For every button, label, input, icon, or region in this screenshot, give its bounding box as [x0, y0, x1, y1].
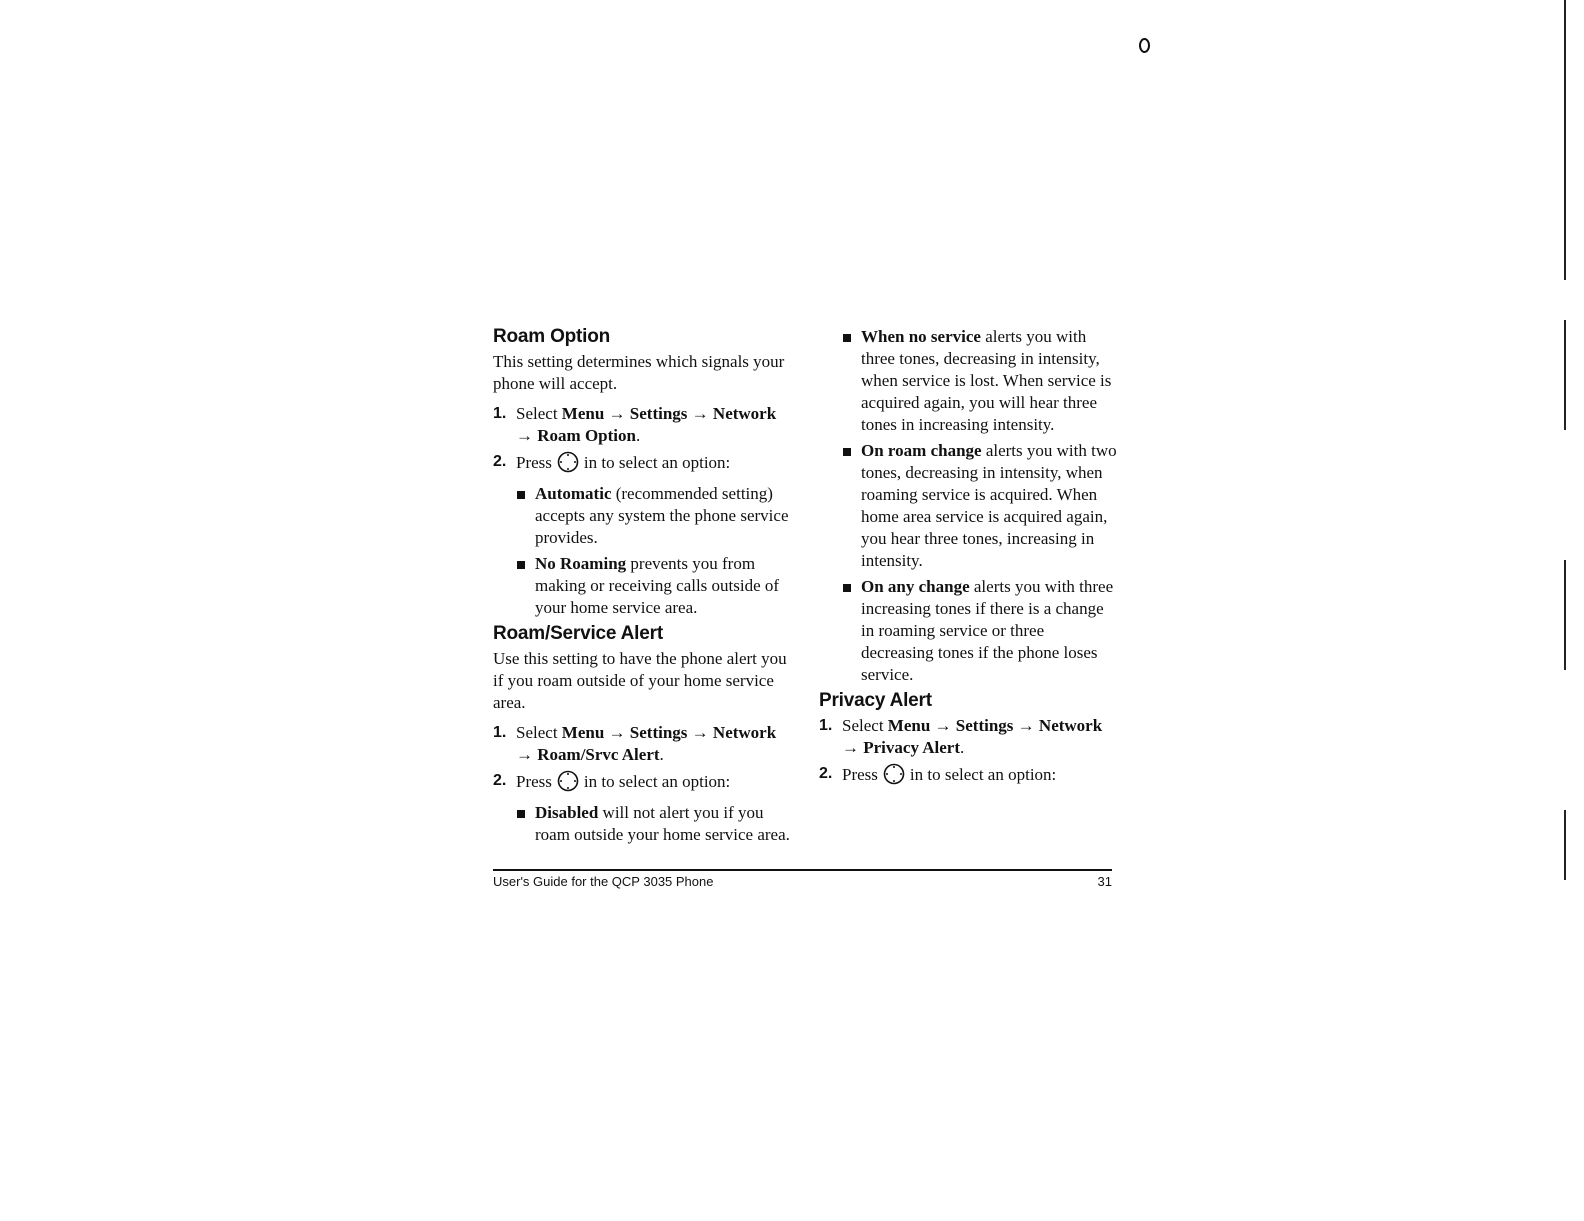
navigation-key-icon: [883, 763, 905, 791]
section-heading: Roam/Service Alert: [493, 623, 663, 644]
step-text: Press: [516, 772, 552, 791]
step-1: [493, 722, 793, 766]
footer-guide-title: User's Guide for the QCP 3035 Phone: [493, 874, 714, 889]
option-text: alerts you with three increasing tones if there is a change in roaming service or three decreasing tones if the phone loses service.: [861, 577, 1114, 684]
list-item: [535, 802, 793, 846]
step-text: .: [635, 426, 641, 445]
step-text: .: [659, 745, 664, 764]
step-text: Press: [516, 453, 552, 472]
section-heading: Privacy Alert: [819, 690, 932, 711]
step-text: Press: [842, 765, 878, 784]
menu-path-settings: Settings: [629, 404, 688, 423]
option-term: No Roaming: [535, 554, 627, 573]
list-item: [535, 553, 793, 619]
menu-path-settings: Settings: [629, 723, 688, 742]
menu-path-network: Network: [1038, 716, 1103, 735]
list-item: [861, 576, 1119, 686]
option-text: prevents you from making or receiving calls outside of your home service area.: [535, 554, 780, 617]
step-text: in to select an option:: [583, 772, 731, 791]
menu-path-network: Network: [712, 404, 777, 423]
navigation-key-icon: [557, 451, 579, 479]
arrow: →: [1013, 716, 1039, 735]
option-term: Disabled: [535, 803, 599, 822]
menu-path-network: Network: [712, 723, 777, 742]
step-1: [493, 403, 793, 447]
step-text: .: [960, 738, 965, 757]
page-number: 31: [1097, 874, 1112, 889]
scan-edge-line: [1564, 320, 1566, 430]
list-item: [861, 326, 1119, 436]
option-text: alerts you with two tones, decreasing in intensity, when roaming service is acquired. When home area service is acquired again, you hear three tones, increasing in intensity.: [861, 441, 1117, 570]
menu-path-menu: Menu: [561, 723, 605, 742]
navigation-key-icon: [557, 770, 579, 798]
section-heading: Roam Option: [493, 326, 611, 347]
step-2: [493, 770, 793, 798]
option-term: On any change: [861, 577, 970, 596]
step-number: 2.: [493, 772, 507, 789]
scan-artifact-mark: [1139, 38, 1150, 53]
option-text: alerts you with three tones, decreasing in intensity, when service is lost. When service is acquired again, you will hear three tones in increasing intensity.: [861, 327, 1112, 434]
step-text: in to select an option:: [909, 765, 1057, 784]
step-2: [493, 451, 793, 479]
left-column: [493, 326, 793, 850]
step-number: 2.: [493, 453, 507, 470]
scan-edge-line: [1564, 560, 1566, 670]
arrow: →: [687, 404, 713, 423]
list-item: [535, 483, 793, 549]
arrow: →: [842, 738, 864, 757]
option-text: (recommended setting) accepts any system the phone service provides.: [535, 484, 789, 547]
option-text: will not alert you if you roam outside your home service area.: [535, 803, 790, 844]
arrow: →: [687, 723, 713, 742]
arrow: →: [604, 404, 630, 423]
option-term: When no service: [861, 327, 981, 346]
step-number: 1.: [819, 717, 833, 734]
menu-path-target: Roam Option: [537, 426, 636, 445]
privacy-alert-section: [819, 690, 1119, 791]
step-text: Select: [842, 716, 888, 735]
step-number: 1.: [493, 724, 507, 741]
arrow: →: [516, 745, 538, 764]
menu-path-target: Roam/Srvc Alert: [537, 745, 660, 764]
menu-path-menu: Menu: [561, 404, 605, 423]
step-1: [819, 715, 1119, 759]
arrow: →: [516, 426, 538, 445]
menu-path-menu: Menu: [887, 716, 931, 735]
option-term: On roam change: [861, 441, 982, 460]
step-text: Select: [516, 404, 562, 423]
step-number: 2.: [819, 765, 833, 782]
step-text: Select: [516, 723, 562, 742]
footer-rule: [493, 869, 1112, 871]
scan-edge-line: [1564, 0, 1566, 280]
roam-service-alert-section: [493, 623, 793, 846]
menu-path-settings: Settings: [955, 716, 1014, 735]
right-column: [819, 326, 1119, 795]
list-item: [861, 440, 1119, 572]
step-2: [819, 763, 1119, 791]
scan-edge-line: [1564, 810, 1566, 880]
roam-option-section: [493, 326, 793, 619]
arrow: →: [604, 723, 630, 742]
arrow: →: [930, 716, 956, 735]
step-number: 1.: [493, 405, 507, 422]
menu-path-target: Privacy Alert: [863, 738, 961, 757]
option-list: [819, 326, 1119, 686]
section-intro: This setting determines which signals your phone will accept.: [493, 352, 785, 393]
option-term: Automatic: [535, 484, 612, 503]
option-list: [493, 483, 793, 619]
option-list: [493, 802, 793, 846]
section-intro: Use this setting to have the phone alert you if you roam outside of your home service area.: [493, 649, 787, 712]
step-text: in to select an option:: [583, 453, 731, 472]
